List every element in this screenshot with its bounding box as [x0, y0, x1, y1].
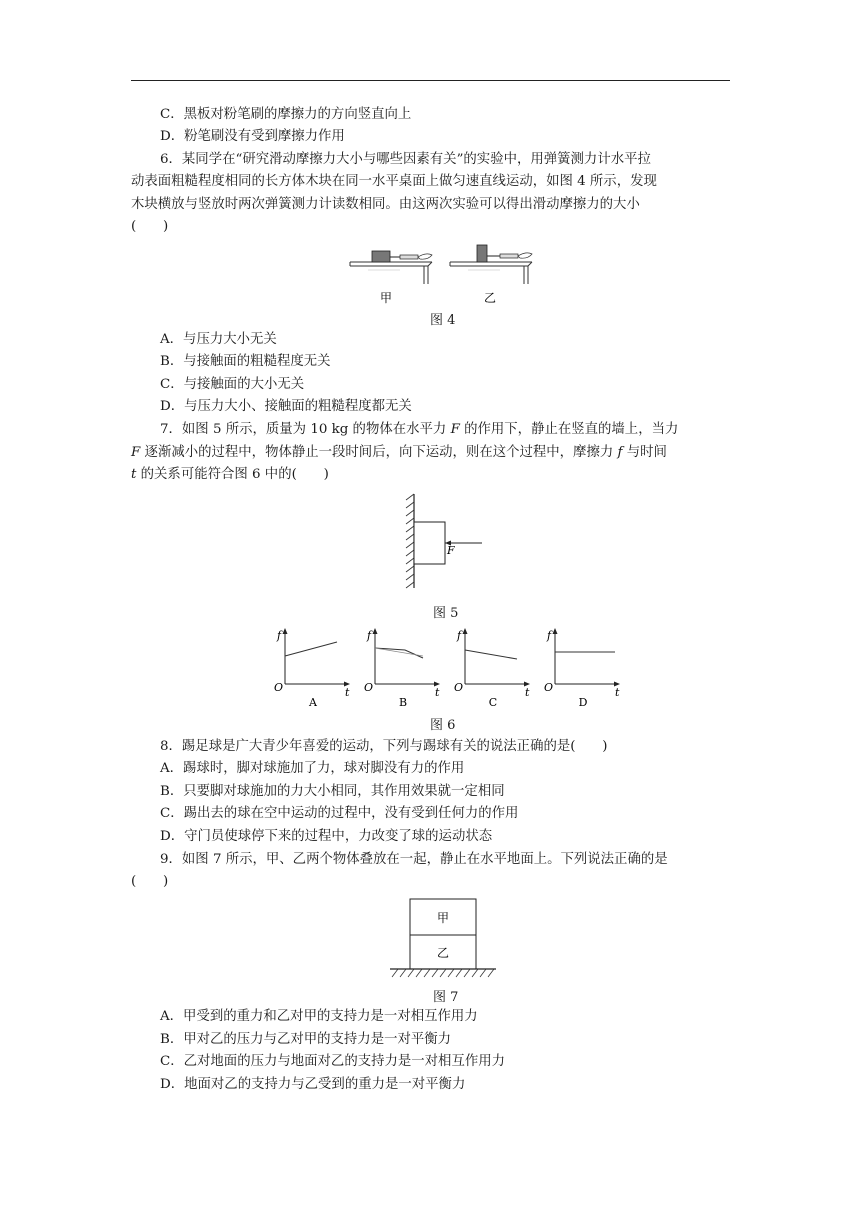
q8-option-c: C．踢出去的球在空中运动的过程中，没有受到任何力的作用 [160, 806, 519, 821]
graph-x-axis-label: t [435, 686, 440, 699]
q6-stem-line3: 木块横放与竖放时两次弹簧测力计读数相同。由这两次实验可以得出滑动摩擦力的大小 [131, 197, 640, 212]
graph-x-axis-label: t [525, 686, 530, 699]
figure-5-caption: 图 5 [433, 606, 459, 621]
figure-4-caption: 图 4 [430, 313, 456, 328]
graph-b [364, 628, 440, 709]
figure-7-caption: 图 7 [433, 990, 459, 1005]
figure-4 [340, 240, 550, 310]
graph-c [454, 628, 530, 709]
graph-x-axis-label: t [345, 686, 350, 699]
figure-5 [400, 492, 490, 592]
q9-option-a: A．甲受到的重力和乙对甲的支持力是一对相互作用力 [160, 1009, 478, 1024]
q6-option-a: A．与压力大小无关 [160, 332, 277, 347]
graph-option-label: A [309, 696, 317, 709]
q5-option-c: C．黑板对粉笔刷的摩擦力的方向竖直向上 [160, 107, 412, 122]
q6-option-d: D．与压力大小、接触面的粗糙程度都无关 [160, 399, 412, 414]
wall-hatching [406, 494, 414, 588]
graph-option-label: D [578, 696, 588, 709]
header-rule [131, 80, 730, 81]
figure-7 [388, 896, 498, 982]
figure-5-force-label: F [447, 544, 455, 557]
graph-option-label: B [398, 696, 408, 709]
figure-4-left-table [350, 251, 432, 284]
graph-a [274, 628, 350, 709]
ground-hatching [392, 969, 494, 977]
figure-4-label-left: 甲 [379, 291, 393, 305]
q6-option-c: C．与接触面的大小无关 [160, 377, 305, 392]
q9-stem-line2: ( ) [131, 874, 169, 889]
graph-origin-label: O [454, 681, 464, 694]
graph-y-axis-label: f [457, 629, 462, 642]
q7-stem-line1: 7．如图 5 所示，质量为 10 kg 的物体在水平力 F 的作用下，静止在竖直的墙上，当力 [160, 422, 679, 437]
q6-stem-line2: 动表面粗糙程度相同的长方体木块在同一水平桌面上做匀速直线运动，如图 4 所示，发现 [131, 174, 657, 189]
graph-origin-label: O [544, 681, 554, 694]
block-bottom-label: 乙 [436, 946, 450, 960]
q9-option-b: B．甲对乙的压力与乙对甲的支持力是一对平衡力 [160, 1032, 452, 1047]
q7-stem-line2: F 逐渐减小的过程中，物体静止一段时间后，向下运动，则在这个过程中，摩擦力 f 与时间 [131, 445, 667, 460]
q6-stem-line1: 6．某同学在“研究滑动摩擦力大小与哪些因素有关”的实验中，用弹簧测力计水平拉 [160, 152, 651, 167]
q5-option-d: D．粉笔刷没有受到摩擦力作用 [160, 129, 345, 144]
block-top-label: 甲 [436, 911, 450, 925]
q8-option-d: D．守门员使球停下来的过程中，力改变了球的运动状态 [160, 829, 493, 844]
q6-stem-line4: ( ) [131, 219, 169, 234]
q8-option-a: A．踢球时，脚对球施加了力，球对脚没有力的作用 [160, 761, 465, 776]
graph-x-axis-label: t [615, 686, 620, 699]
graph-origin-label: O [364, 681, 374, 694]
q7-stem-line3: t 的关系可能符合图 6 中的( ) [131, 467, 329, 482]
graph-y-axis-label: f [277, 629, 282, 642]
q9-option-d: D．地面对乙的支持力与乙受到的重力是一对平衡力 [160, 1077, 466, 1092]
graph-d [544, 628, 620, 709]
q9-stem-line1: 9．如图 7 所示，甲、乙两个物体叠放在一起，静止在水平地面上。下列说法正确的是 [160, 852, 668, 867]
figure-6-caption: 图 6 [430, 718, 456, 733]
graph-origin-label: O [274, 681, 284, 694]
graph-y-axis-label: f [367, 629, 372, 642]
q8-option-b: B．只要脚对球施加的力大小相同，其作用效果就一定相同 [160, 784, 505, 799]
q8-stem: 8．踢足球是广大青少年喜爱的运动，下列与踢球有关的说法正确的是( ) [160, 739, 608, 754]
figure-4-right-table [450, 245, 532, 284]
figure-6 [270, 626, 630, 711]
q6-option-b: B．与接触面的粗糙程度无关 [160, 354, 331, 369]
graph-y-axis-label: f [547, 629, 552, 642]
graph-option-label: C [488, 696, 498, 709]
q9-option-c: C．乙对地面的压力与地面对乙的支持力是一对相互作用力 [160, 1054, 506, 1069]
figure-4-label-right: 乙 [483, 291, 497, 305]
